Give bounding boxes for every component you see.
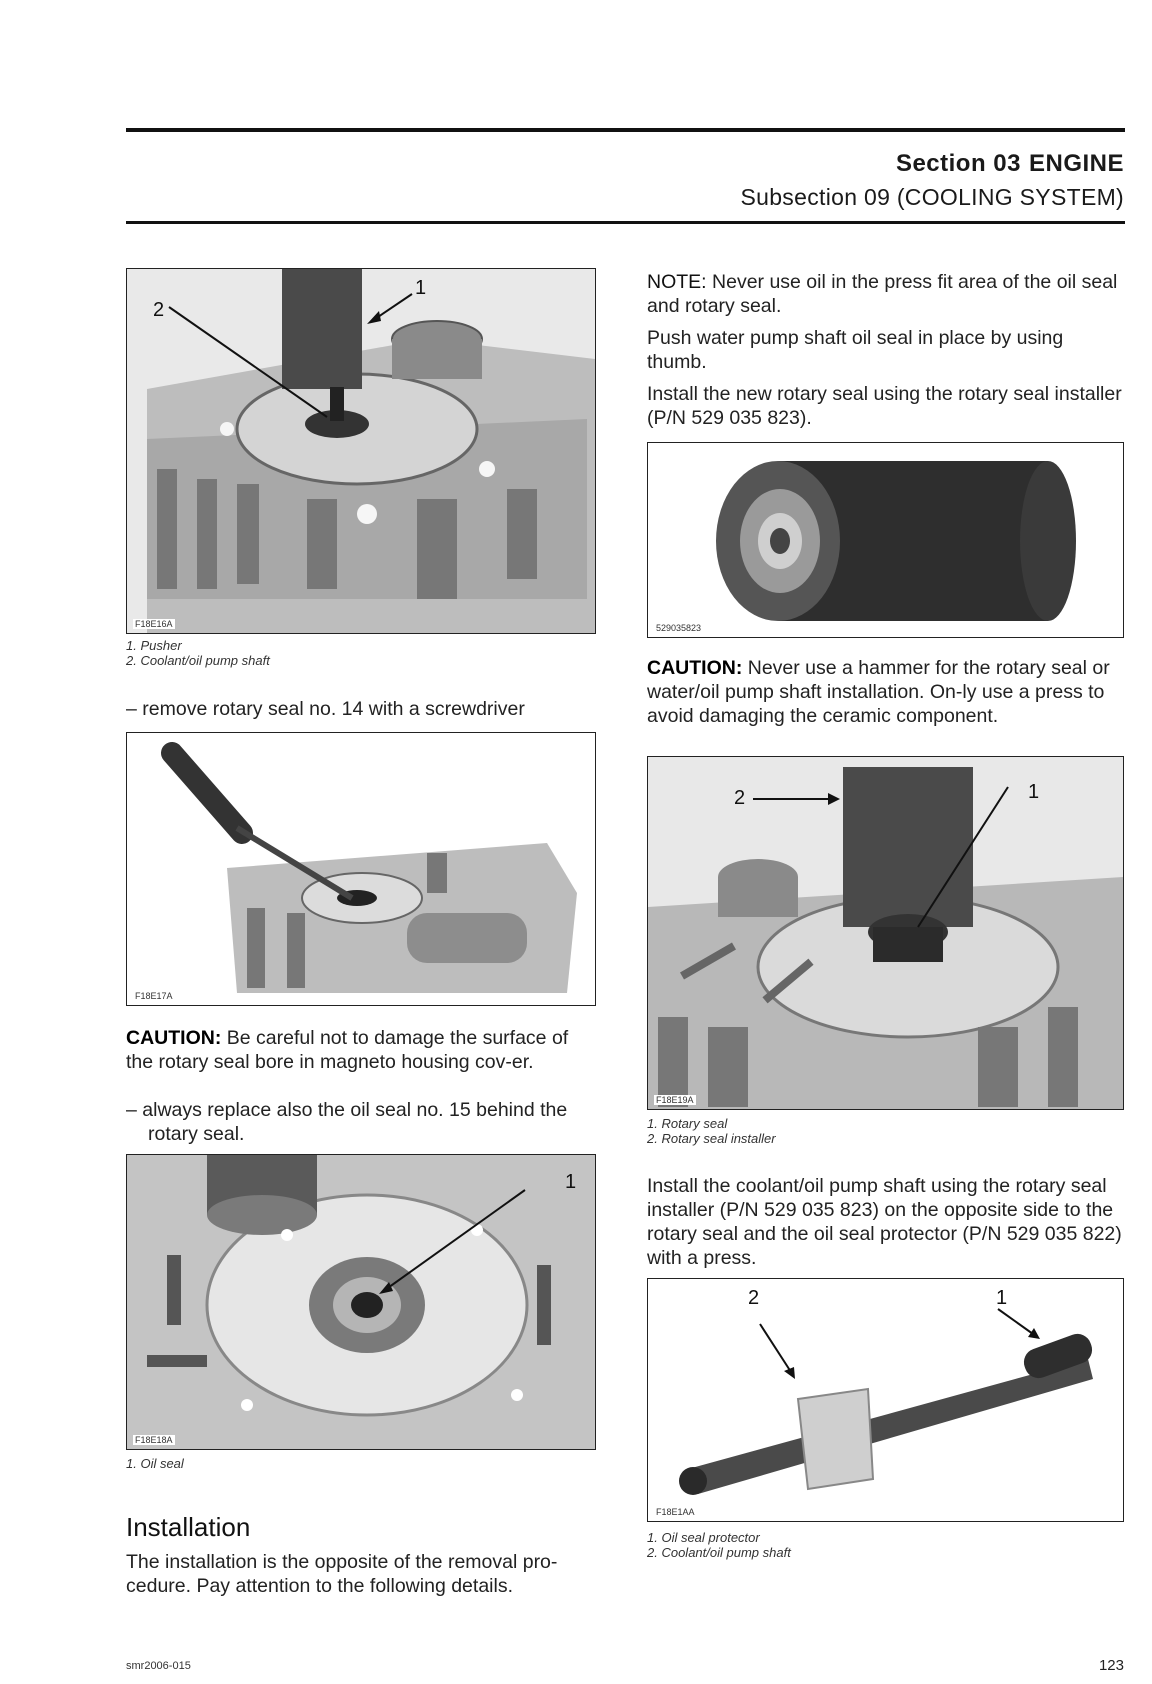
figure-legend: 1. Rotary seal 2. Rotary seal installer	[647, 1116, 776, 1146]
header-top-rule	[126, 128, 1125, 132]
para-push-oil-seal: Push water pump shaft oil seal in place by using thumb.	[647, 327, 1064, 373]
section-title: Section 03 ENGINE	[895, 150, 1124, 177]
subsection-title: Subsection 09 (COOLING SYSTEM)	[740, 184, 1124, 210]
figure-id: 529035823	[656, 623, 702, 633]
figure-id: F18E1AA	[656, 1507, 695, 1517]
figure-shaft-with-protector	[647, 1278, 1124, 1522]
figure-rotary-seal-installation	[647, 756, 1124, 1110]
page-number: 123	[1098, 1657, 1124, 1674]
figure-screwdriver-removal	[126, 732, 596, 1006]
callout-1: 1	[1028, 781, 1040, 803]
caution-never-use-hammer: CAUTION: Never use a hammer for the rotary seal or water/oil pump shaft installation. On-ly use a press to avoid damaging the ceramic component.	[647, 657, 1110, 727]
figure-rotary-seal-installer-tool	[647, 442, 1124, 638]
note-never-use-oil: NOTE: Never use oil in the press fit area of the oil seal and rotary seal.	[647, 271, 1118, 317]
figure-legend: 1. Oil seal	[126, 1456, 184, 1471]
figure-legend: 1. Pusher 2. Coolant/oil pump shaft	[126, 638, 270, 668]
figure-id: F18E18A	[135, 1435, 173, 1445]
caution-rotary-seal-bore: CAUTION: Be careful not to damage the surface of the rotary seal bore in magneto housing cov-er.	[126, 1027, 569, 1073]
callout-2: 2	[734, 787, 746, 809]
installation-heading: Installation	[126, 1512, 251, 1542]
document-code: smr2006-015	[126, 1660, 191, 1672]
figure-oil-seal	[126, 1154, 596, 1450]
callout-1: 1	[415, 277, 427, 299]
figure-id: F18E16A	[135, 619, 173, 629]
callout-1: 1	[996, 1287, 1008, 1309]
header-bottom-rule	[126, 221, 1125, 224]
figure-id: F18E17A	[135, 991, 173, 1001]
para-install-rotary-seal: Install the new rotary seal using the rotary seal installer (P/N 529 035 823).	[647, 383, 1122, 429]
callout-2: 2	[153, 299, 165, 321]
figure-legend: 1. Oil seal protector 2. Coolant/oil pump shaft	[647, 1530, 791, 1560]
callout-1: 1	[565, 1171, 577, 1193]
installation-text: The installation is the opposite of the removal pro-cedure. Pay attention to the following details.	[126, 1551, 558, 1597]
callout-2: 2	[748, 1287, 760, 1309]
para-install-pump-shaft: Install the coolant/oil pump shaft using the rotary seal installer (P/N 529 035 823) on the opposite side to the rotary seal and the oil seal protector (P/N 529 035 822) with a press.	[647, 1175, 1122, 1269]
bullet-replace-oil-seal: – always replace also the oil seal no. 15 behind the rotary seal.	[126, 1099, 568, 1145]
bullet-remove-rotary-seal: – remove rotary seal no. 14 with a screwdriver	[126, 698, 525, 720]
figure-id: F18E19A	[656, 1095, 694, 1105]
figure-pusher-shaft	[126, 268, 596, 634]
